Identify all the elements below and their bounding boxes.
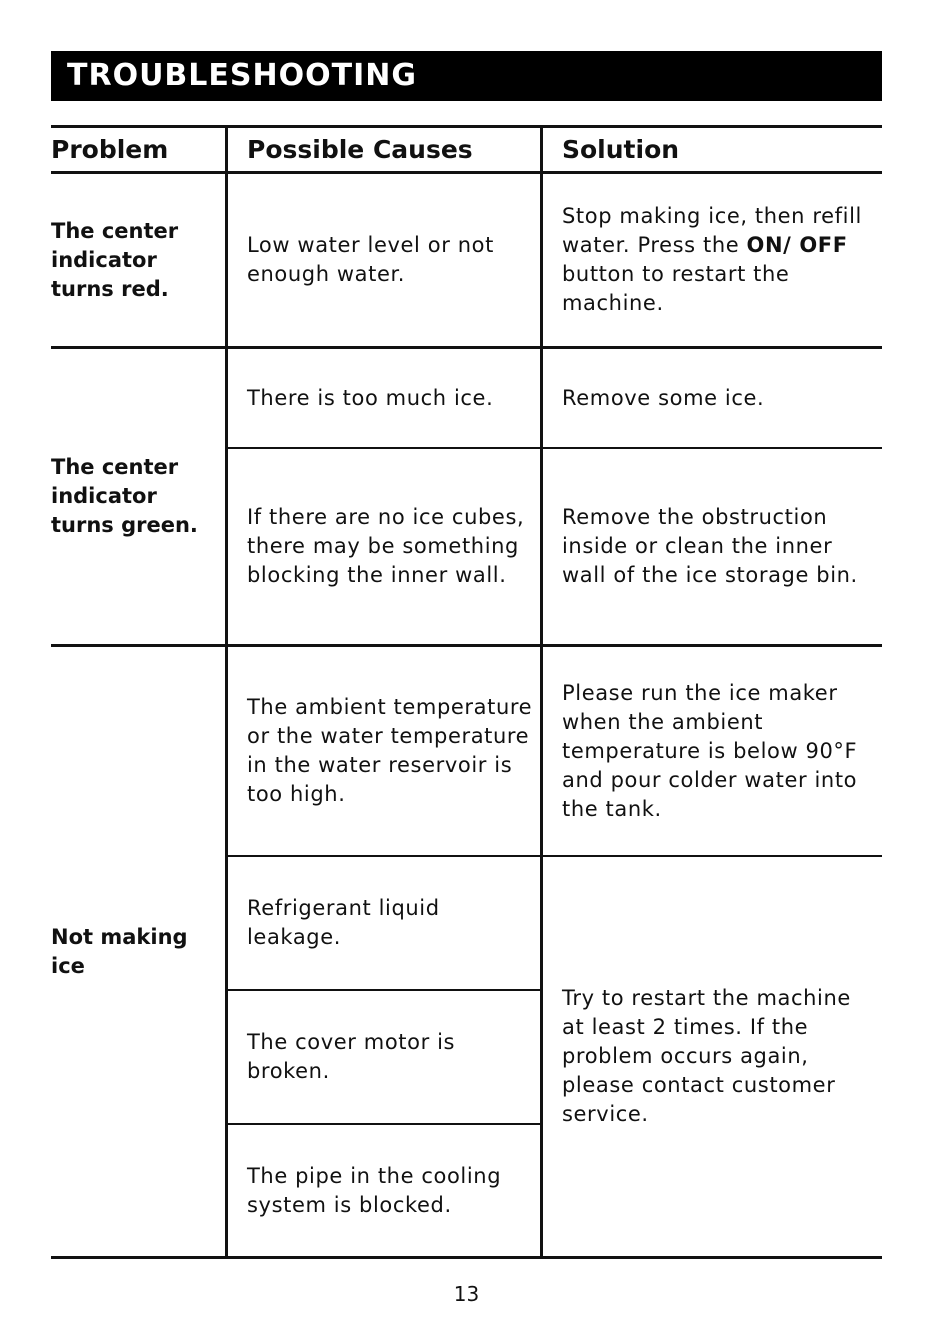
cause-text: There is too much ice. [247,385,494,410]
cause-cell [247,349,532,447]
column-divider-1 [225,126,228,1258]
cause-cell [247,174,532,346]
header-possible-causes: Possible Causes [247,135,473,164]
solution-text-part: Stop making ice, then refill water. Press the [562,204,862,257]
table-top-rule [51,125,882,128]
problem-cell [51,647,221,1256]
cause-text: If there are no ice cubes, there may be something blocking the inner wall. [247,505,525,587]
problem-text: Not making ice [51,924,188,978]
solution-cell [562,349,877,447]
problem-cell [51,349,221,644]
solution-cell [562,174,877,346]
solution-text: Try to restart the machine at least 2 times. If the problem occurs again, please contact customer service. [562,986,851,1126]
cause-cell [247,1125,532,1256]
on-off-button-label: ON/ OFF [746,233,848,257]
cause-cell [247,647,537,855]
problem-text: The center indicator turns green. [51,455,198,537]
solution-text: Remove the obstruction inside or clean the inner wall of the ice storage bin. [562,505,858,587]
header-problem: Problem [51,135,169,164]
page-number: 13 [453,1282,480,1306]
cause-text: The cover motor is broken. [247,1030,456,1083]
column-divider-2 [540,126,543,1258]
section-title-banner [51,51,882,101]
cause-cell [247,449,532,644]
problem-text: The center indicator turns red. [51,218,179,301]
solution-cell [562,449,877,644]
cause-text: Low water level or not enough water. [247,233,494,286]
solution-text: Remove some ice. [562,385,765,410]
solution-cell [562,857,877,1256]
solution-cell [562,647,877,855]
cause-text: The ambient temperature or the water temperature in the water reservoir is too high. [247,695,533,806]
section-title: TROUBLESHOOTING [67,58,417,93]
cause-cell [247,857,497,989]
solution-text [562,202,877,318]
table-bottom-rule [51,1256,882,1259]
problem-cell [51,174,221,346]
solution-text: Please run the ice maker when the ambient temperature is below 90°F and pour colder water into the tank. [562,680,858,821]
cause-cell [247,991,497,1123]
cause-text: The pipe in the cooling system is blocked. [247,1163,502,1217]
solution-text-part: button to restart the machine. [562,262,790,315]
cause-text: Refrigerant liquid leakage. [247,896,440,949]
header-solution: Solution [562,135,680,164]
